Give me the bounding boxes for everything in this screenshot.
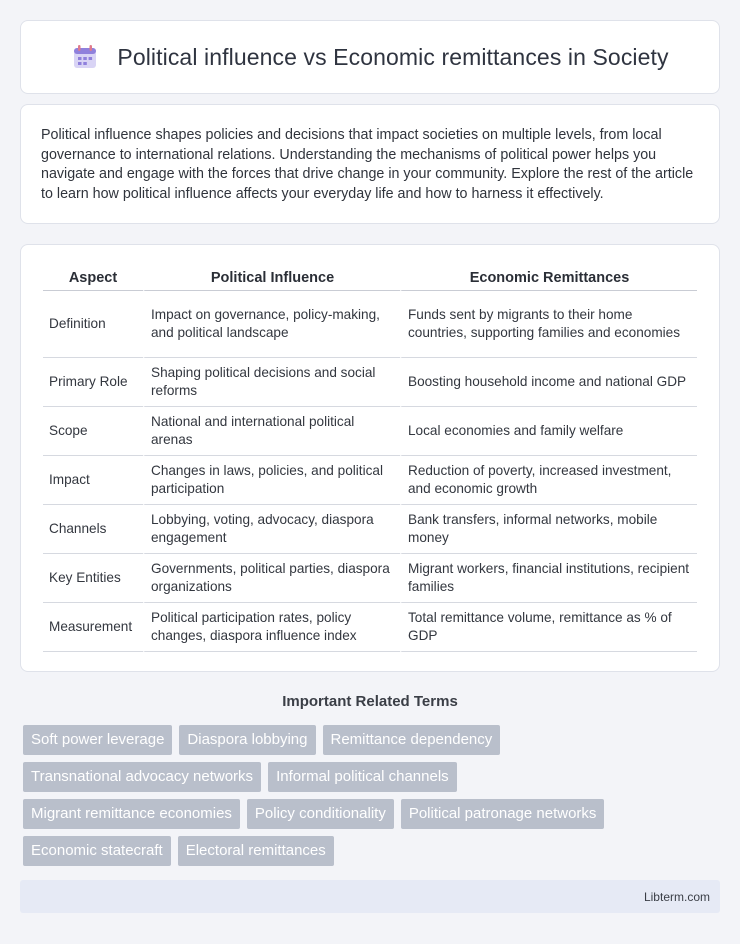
related-term-tag[interactable]: Electoral remittances bbox=[178, 836, 334, 866]
table-row bbox=[43, 407, 697, 456]
table-row bbox=[43, 603, 697, 652]
table-row bbox=[43, 505, 697, 554]
related-term-tag[interactable]: Migrant remittance economies bbox=[23, 799, 240, 829]
table-cell-economic: Bank transfers, informal networks, mobile money bbox=[400, 505, 697, 554]
table-row bbox=[43, 291, 697, 358]
table-cell-aspect: Key Entities bbox=[43, 554, 143, 603]
tag-row bbox=[23, 762, 723, 792]
comparison-table bbox=[43, 267, 697, 652]
table-cell-aspect: Impact bbox=[43, 456, 143, 505]
table-cell-political: Political participation rates, policy changes, diaspora influence index bbox=[143, 603, 400, 652]
related-term-tag[interactable]: Informal political channels bbox=[268, 762, 457, 792]
title-card bbox=[20, 20, 720, 94]
table-row bbox=[43, 456, 697, 505]
footer-site-link[interactable]: Libterm.com bbox=[643, 889, 710, 904]
table-cell-economic: Funds sent by migrants to their home countries, supporting families and economies bbox=[400, 291, 697, 358]
table-cell-political: National and international political arenas bbox=[143, 407, 400, 456]
table-cell-economic: Reduction of poverty, increased investment, and economic growth bbox=[400, 456, 697, 505]
intro-paragraph: Political influence shapes policies and decisions that impact societies on multiple levels, from local governance to international relations. Understanding the mechanisms of political power helps you navigate and engage with the forces that drive change in your community. Explore the rest of the article to learn how political influence affects your everyday life and how to harness it effectively. bbox=[41, 127, 694, 202]
related-term-tag[interactable]: Soft power leverage bbox=[23, 725, 172, 755]
related-term-tag[interactable]: Diaspora lobbying bbox=[179, 725, 315, 755]
table-cell-economic: Migrant workers, financial institutions, recipient families bbox=[400, 554, 697, 603]
related-term-tag[interactable]: Transnational advocacy networks bbox=[23, 762, 261, 792]
table-row bbox=[43, 554, 697, 603]
page-title: Political influence vs Economic remittances in Society bbox=[117, 43, 669, 70]
table-header-row bbox=[43, 267, 697, 291]
table-cell-aspect: Channels bbox=[43, 505, 143, 554]
related-term-tag[interactable]: Economic statecraft bbox=[23, 836, 171, 866]
table-cell-political: Lobbying, voting, advocacy, diaspora engagement bbox=[143, 505, 400, 554]
intro-card bbox=[20, 104, 720, 224]
calendar-icon bbox=[71, 43, 99, 71]
tag-row bbox=[23, 836, 723, 866]
related-terms-list bbox=[23, 725, 723, 873]
table-cell-economic: Boosting household income and national GDP bbox=[400, 358, 697, 407]
footer bbox=[20, 880, 720, 913]
table-cell-political: Governments, political parties, diaspora organizations bbox=[143, 554, 400, 603]
table-cell-aspect: Measurement bbox=[43, 603, 143, 652]
table-cell-political: Shaping political decisions and social reforms bbox=[143, 358, 400, 407]
table-row bbox=[43, 358, 697, 407]
tag-row bbox=[23, 799, 723, 829]
related-term-tag[interactable]: Remittance dependency bbox=[323, 725, 501, 755]
table-cell-aspect: Primary Role bbox=[43, 358, 143, 407]
related-term-tag[interactable]: Political patronage networks bbox=[401, 799, 605, 829]
table-cell-economic: Total remittance volume, remittance as % of GDP bbox=[400, 603, 697, 652]
table-cell-economic: Local economies and family welfare bbox=[400, 407, 697, 456]
comparison-card bbox=[20, 244, 720, 672]
column-header-political-influence: Political Influence bbox=[143, 267, 400, 291]
tag-row bbox=[23, 725, 723, 755]
related-terms-title: Important Related Terms bbox=[282, 693, 458, 710]
column-header-economic-remittances: Economic Remittances bbox=[400, 267, 697, 291]
table-cell-aspect: Scope bbox=[43, 407, 143, 456]
table-cell-political: Changes in laws, policies, and political participation bbox=[143, 456, 400, 505]
column-header-aspect: Aspect bbox=[43, 267, 143, 291]
table-cell-political: Impact on governance, policy-making, and political landscape bbox=[143, 291, 400, 358]
table-cell-aspect: Definition bbox=[43, 291, 143, 358]
related-term-tag[interactable]: Policy conditionality bbox=[247, 799, 394, 829]
